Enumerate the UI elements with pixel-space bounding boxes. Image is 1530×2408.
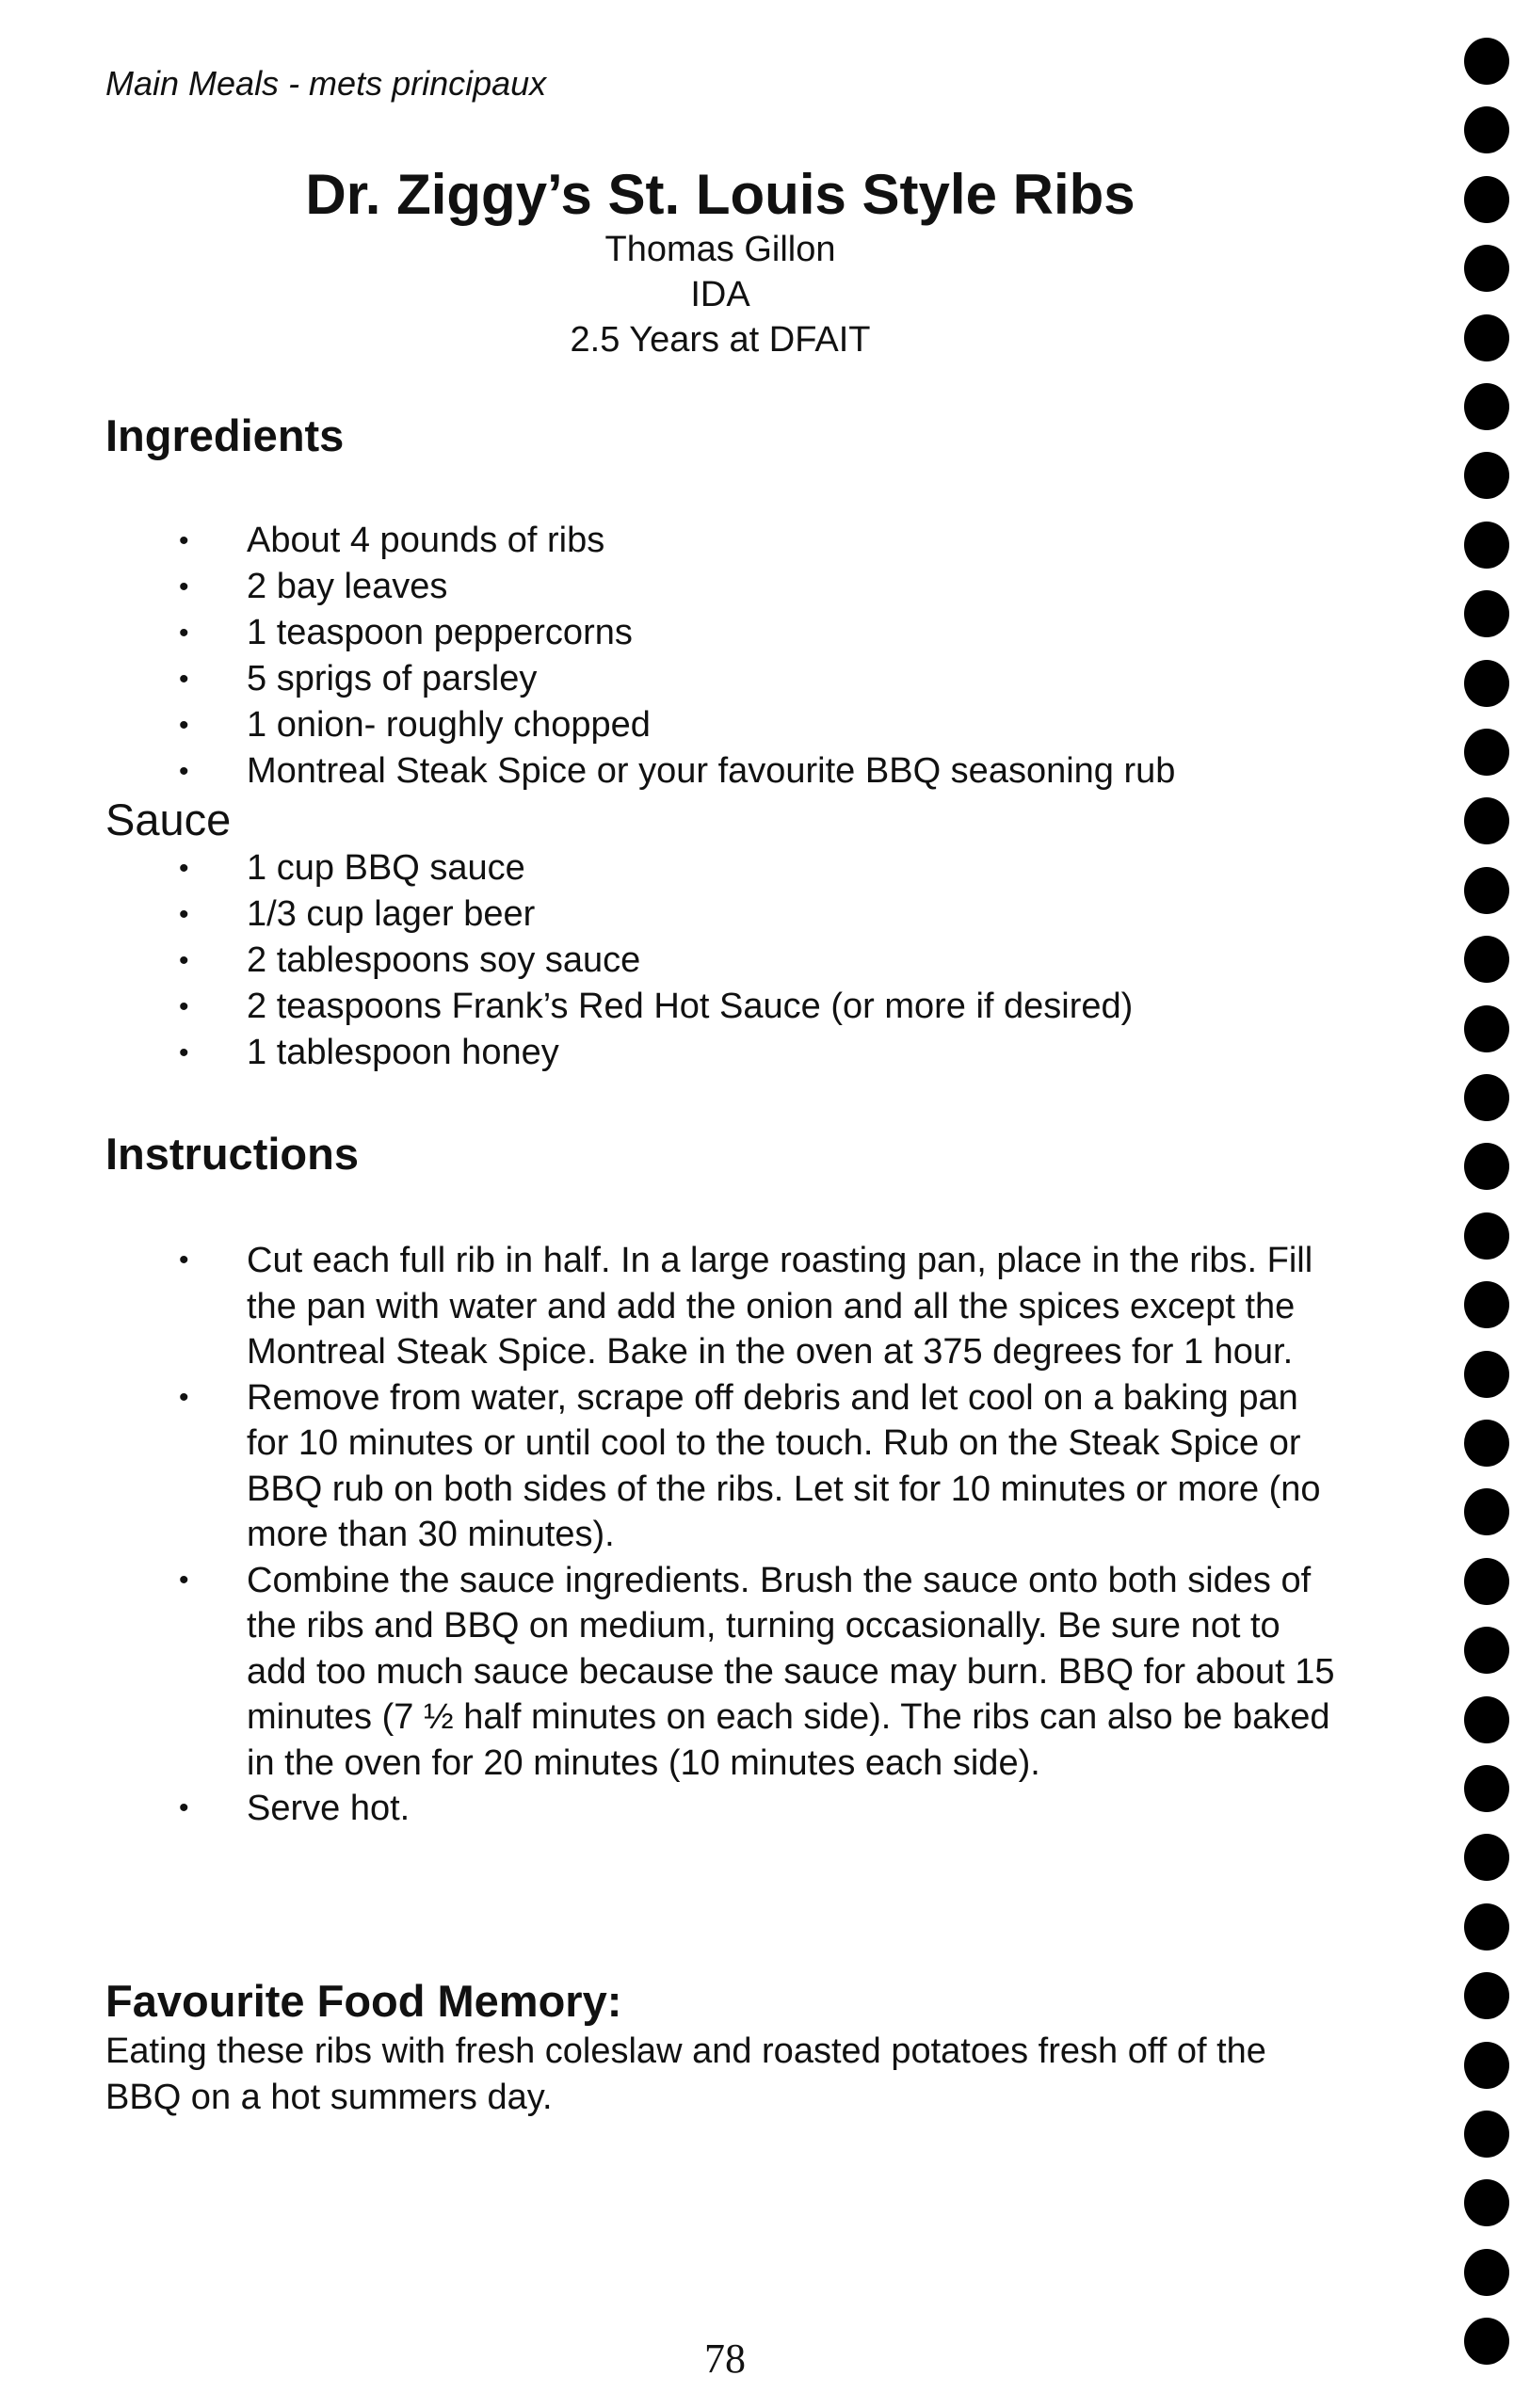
binding-hole-icon (1464, 1212, 1509, 1260)
binding-hole-icon (1464, 1281, 1509, 1328)
binding-hole-icon (1464, 867, 1509, 914)
binding-hole-icon (1464, 2179, 1509, 2226)
binding-hole-icon (1464, 2249, 1509, 2296)
list-item: • Remove from water, scrape off debris and let cool on a baking pan for 10 minutes or until cool to the touch. Rub on the Steak Spice or BBQ rub on both sides of the ribs. Let sit for 10 minutes or more (no more than 30 minutes). (0, 1375, 1348, 1558)
binding-hole-icon (1464, 314, 1509, 361)
ingredients-list (0, 518, 1348, 795)
binding-hole-icon (1464, 2318, 1509, 2365)
binding-hole-icon (1464, 1627, 1509, 1674)
binding-hole-icon (1464, 1765, 1509, 1812)
recipe-organization: IDA (690, 275, 750, 314)
binding-hole-icon (1464, 936, 1509, 983)
bullet-icon: • (179, 525, 189, 556)
list-item: • Montreal Steak Spice or your favourite BBQ seasoning rub (0, 748, 1348, 795)
spiral-binding (1464, 0, 1511, 2408)
binding-hole-icon (1464, 1005, 1509, 1052)
page-number: 78 (704, 2336, 746, 2382)
instructions-heading: Instructions (105, 1129, 359, 1179)
binding-hole-icon (1464, 660, 1509, 707)
list-item: • 1 teaspoon peppercorns (0, 610, 1348, 656)
ingredients-heading: Ingredients (105, 410, 345, 460)
binding-hole-icon (1464, 797, 1509, 844)
bullet-icon: • (179, 1381, 189, 1413)
recipe-tenure: 2.5 Years at DFAIT (570, 320, 871, 360)
binding-hole-icon (1464, 38, 1509, 85)
binding-hole-icon (1464, 452, 1509, 499)
binding-hole-icon (1464, 106, 1509, 153)
bullet-icon: • (179, 664, 189, 695)
list-item: • About 4 pounds of ribs (0, 518, 1348, 564)
binding-hole-icon (1464, 1972, 1509, 2019)
list-item: • 2 teaspoons Frank’s Red Hot Sauce (or more if desired) (0, 984, 1348, 1030)
binding-hole-icon (1464, 1143, 1509, 1190)
list-item: • 5 sprigs of parsley (0, 656, 1348, 702)
list-item: • 1 tablespoon honey (0, 1030, 1348, 1076)
binding-hole-icon (1464, 590, 1509, 637)
bullet-icon: • (179, 899, 189, 930)
memory-heading: Favourite Food Memory: (105, 1976, 622, 2026)
bullet-icon: • (179, 853, 189, 884)
binding-hole-icon (1464, 1903, 1509, 1950)
list-item: • Serve hot. (0, 1786, 1348, 1832)
binding-hole-icon (1464, 522, 1509, 569)
section-label: Main Meals - mets principaux (105, 64, 547, 103)
binding-hole-icon (1464, 1696, 1509, 1743)
binding-hole-icon (1464, 1351, 1509, 1398)
binding-hole-icon (1464, 245, 1509, 292)
recipe-title: Dr. Ziggy’s St. Louis Style Ribs (305, 163, 1135, 226)
bullet-icon: • (179, 945, 189, 976)
binding-hole-icon (1464, 729, 1509, 776)
bullet-icon: • (179, 1564, 189, 1596)
recipe-author: Thomas Gillon (604, 230, 836, 269)
list-item: • 1 cup BBQ sauce (0, 845, 1348, 891)
binding-hole-icon (1464, 2111, 1509, 2158)
list-item: • Combine the sauce ingredients. Brush the sauce onto both sides of the ribs and BBQ on medium, turning occasionally. Be sure not to add too much sauce because the sauce may burn. BBQ for about 15 minutes (7 ½ half minutes on each side). The ribs can also be baked in the oven for 20 minutes (10 minutes each side). (0, 1558, 1348, 1787)
bullet-icon: • (179, 756, 189, 787)
binding-hole-icon (1464, 1488, 1509, 1535)
bullet-icon: • (179, 1244, 189, 1276)
list-item: • 1/3 cup lager beer (0, 891, 1348, 938)
sauce-list (0, 845, 1348, 1076)
binding-hole-icon (1464, 1074, 1509, 1121)
instructions-list (0, 1238, 1348, 1832)
binding-hole-icon (1464, 2042, 1509, 2089)
binding-hole-icon (1464, 383, 1509, 430)
bullet-icon: • (179, 618, 189, 649)
list-item: • 2 tablespoons soy sauce (0, 938, 1348, 984)
binding-hole-icon (1464, 176, 1509, 223)
list-item: • Cut each full rib in half. In a large roasting pan, place in the ribs. Fill the pan with water and add the onion and all the spices except the Montreal Steak Spice. Bake in the oven at 375 degrees for 1 hour. (0, 1238, 1348, 1375)
bullet-icon: • (179, 571, 189, 602)
list-item: • 2 bay leaves (0, 564, 1348, 610)
bullet-icon: • (179, 710, 189, 741)
sauce-heading: Sauce (105, 795, 232, 844)
binding-hole-icon (1464, 1420, 1509, 1467)
memory-text: Eating these ribs with fresh coleslaw and roasted potatoes fresh off of the BBQ on a hot summers day. (105, 2031, 1266, 2117)
list-item: • 1 onion- roughly chopped (0, 702, 1348, 748)
bullet-icon: • (179, 1037, 189, 1068)
binding-hole-icon (1464, 1558, 1509, 1605)
binding-hole-icon (1464, 1834, 1509, 1881)
bullet-icon: • (179, 1792, 189, 1823)
bullet-icon: • (179, 991, 189, 1022)
